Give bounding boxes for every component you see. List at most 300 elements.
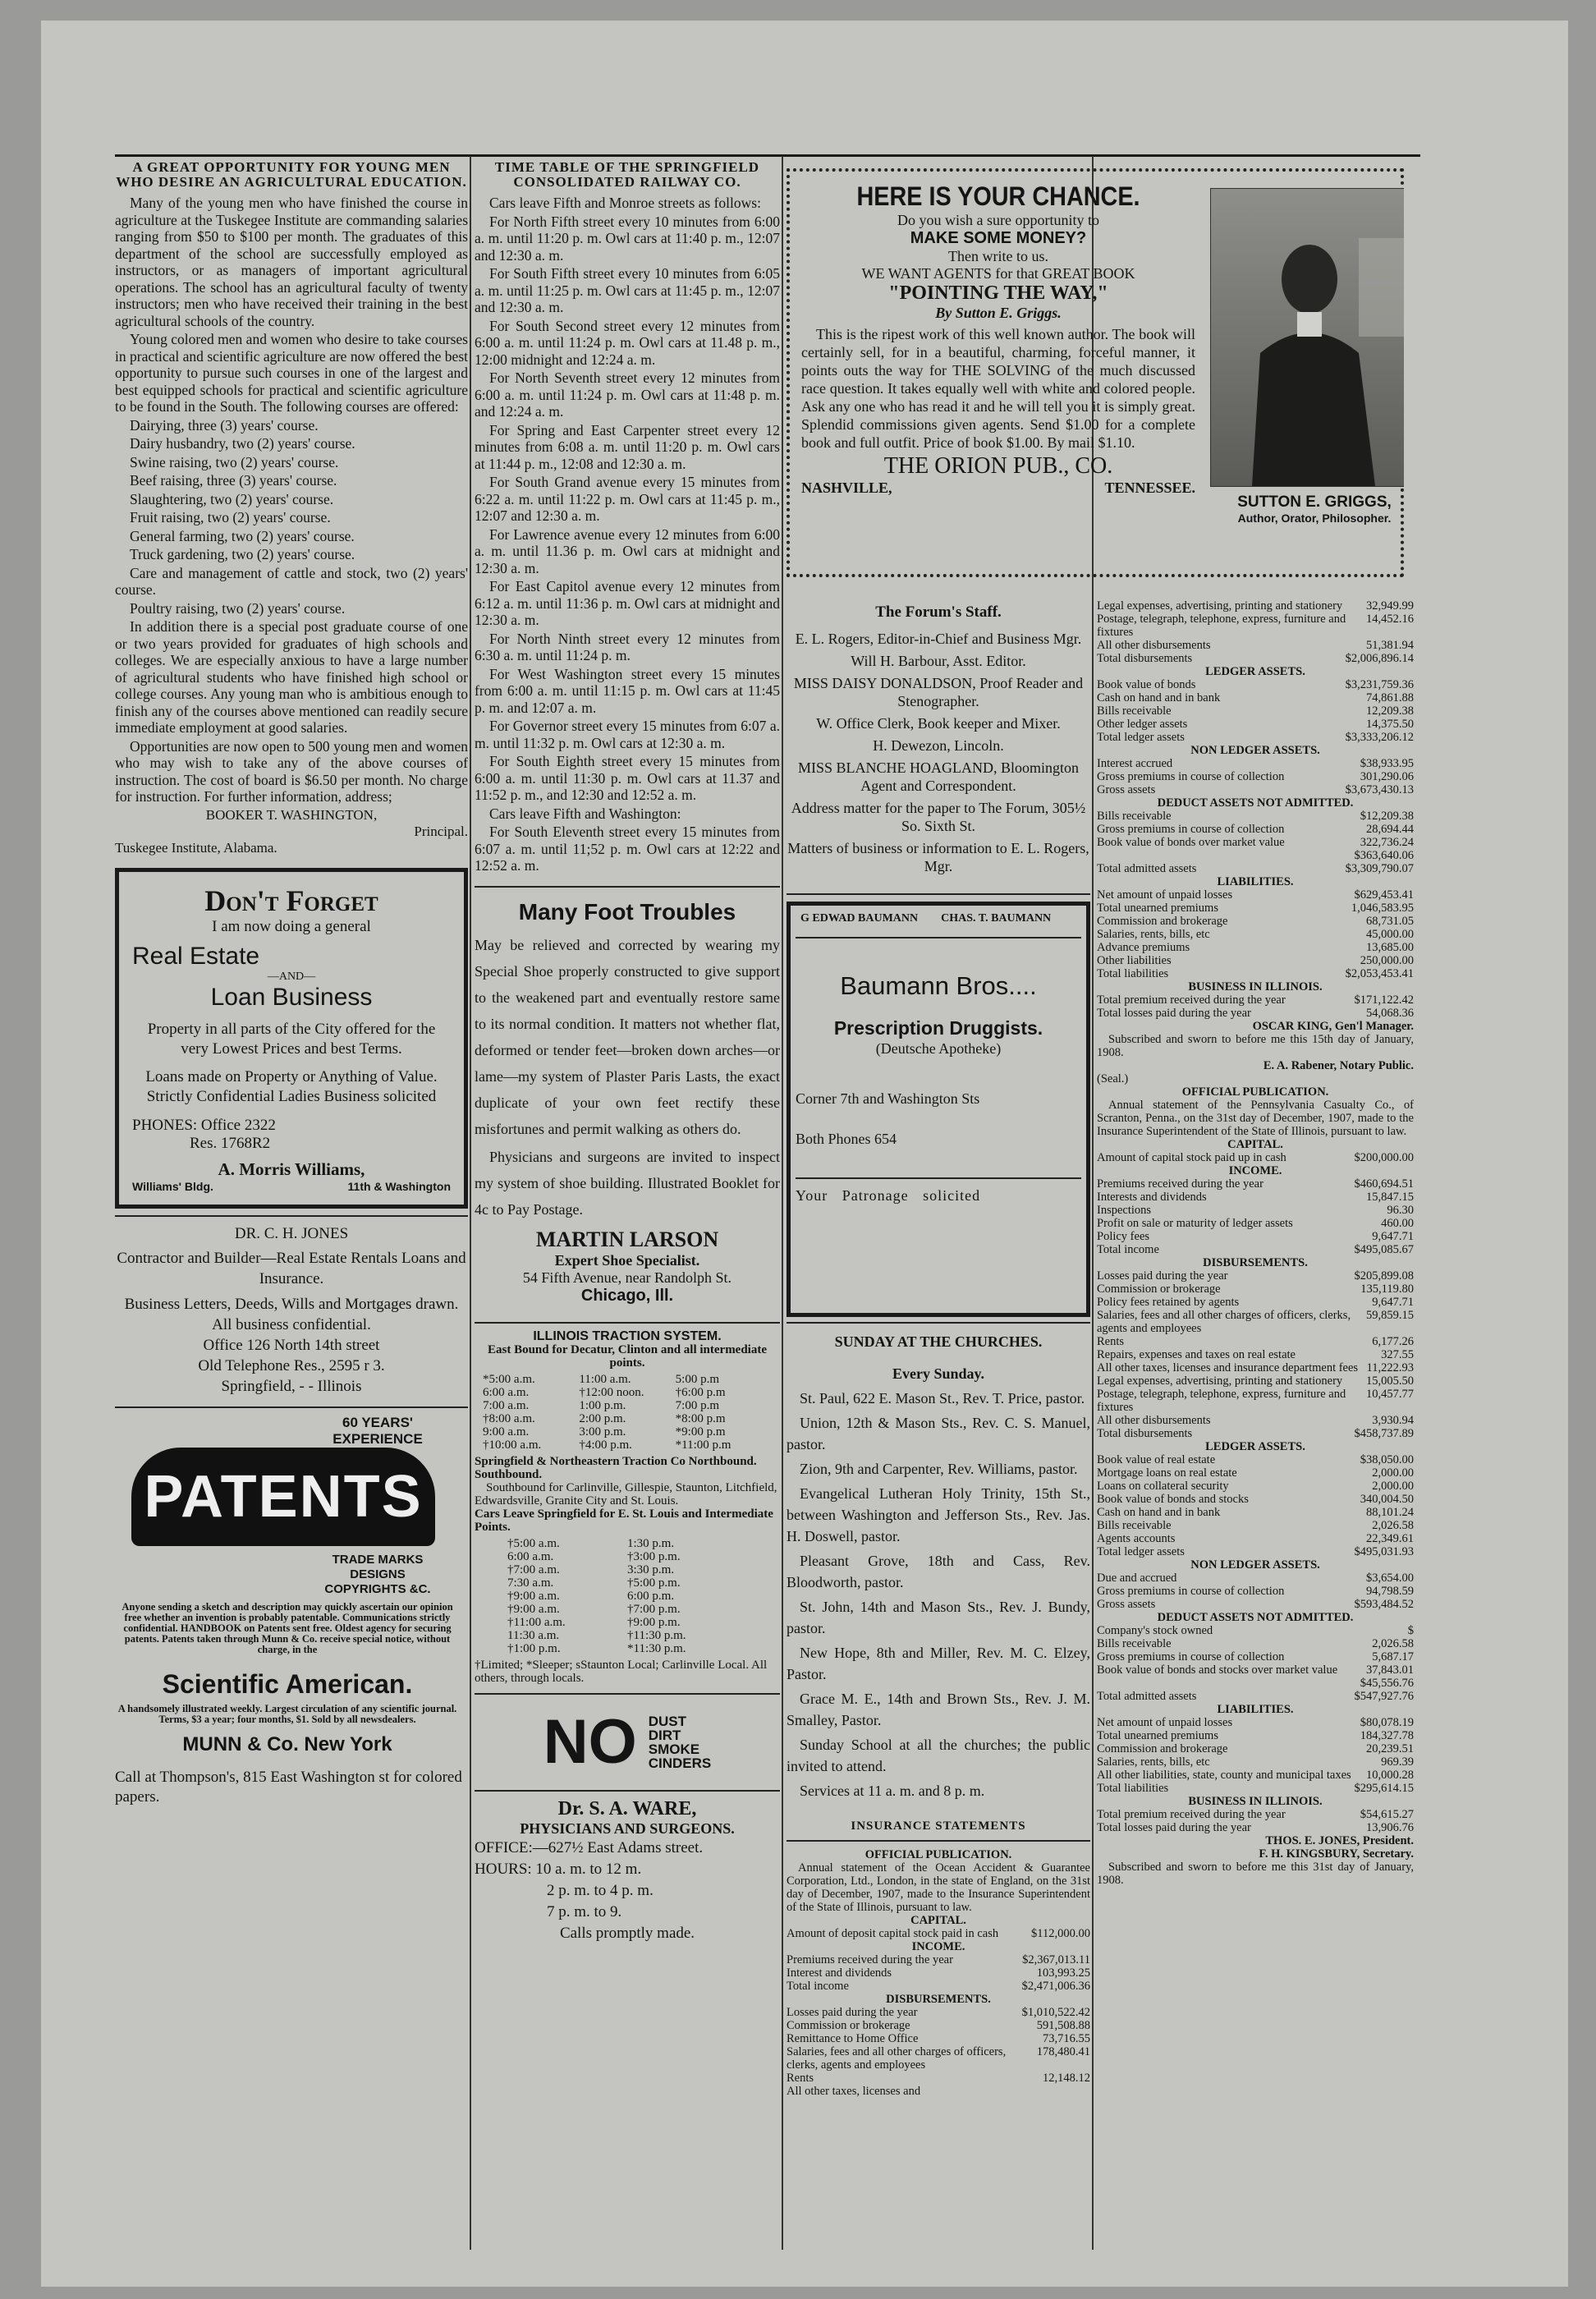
patents-body: Anyone sending a sketch and description may quickly ascertain our opinion free whether an invention is probably patentable. Communications strictly confidential. HANDBOOK on Patents sent free. Oldest agency for securing patents. Patents taken through Munn & Co. receive special notice, without charge, in the [122, 1600, 453, 1655]
griggs-portrait [1210, 188, 1404, 487]
row-value: $45,556.76 [1360, 1677, 1414, 1690]
ware-h2: 2 p. m. to 4 p. m. [547, 1881, 654, 1899]
statement-row [1097, 1506, 1414, 1519]
row-value: 2,000.00 [1372, 1466, 1414, 1480]
griggs-ad [787, 168, 1404, 577]
row-label: Book value of bonds and stocks over market value [1097, 1663, 1338, 1677]
chance-author: By Sutton E. Griggs. [935, 305, 1062, 321]
patents-tm: TRADE MARKS [332, 1552, 424, 1567]
row-label: Total unearned premiums [1097, 1729, 1218, 1742]
rail-paras-para: For Spring and East Carpenter street every 12 minutes from 6:08 a. m. until 11:20 p. m. Owl cars at 11:44 p. m., 12:08 and 12:30 a. m. [475, 421, 780, 472]
column-rule-1 [470, 156, 471, 2250]
statement-row [787, 2006, 1090, 2019]
time-cell: 3:00 p.m. [579, 1425, 626, 1439]
statement-text: Annual statement of the Pennsylvania Casualty Co., of Scranton, Penna., on the 31st day of December, 1907, made to the Insurance Superintendent of the State of Illinois, pursuant to law. [1097, 1099, 1414, 1138]
staff-lines-para: Matters of business or information to E. L. Rogers, Mgr. [787, 840, 1089, 874]
time-cell: †11:00 a.m. [507, 1615, 566, 1629]
statement-row [1097, 862, 1414, 875]
statement-row [1097, 1204, 1414, 1217]
agri-sig: BOOKER T. WASHINGTON, [205, 806, 378, 823]
time-cell: 9:00 a.m. [483, 1425, 530, 1439]
row-label: Salaries, fees and all other charges of officers, clerks, agents and employees [1097, 1309, 1351, 1335]
rail-title: TIME TABLE OF THE SPRINGFIELD CONSOLIDATED RAILWAY CO. [494, 160, 760, 190]
statement-row [1097, 1361, 1414, 1374]
traction-legend: †Limited; *Sleeper; sStaunton Local; Carlinville Local. All others, through locals. [475, 1658, 768, 1685]
statement-row [1097, 928, 1414, 941]
row-label: Gross premiums in course of collection [1097, 1585, 1285, 1598]
row-value: 68,731.05 [1366, 915, 1414, 928]
statement-row [1097, 704, 1414, 718]
statement-heading: OFFICIAL PUBLICATION. [1181, 1085, 1329, 1099]
statement-heading: BUSINESS IN ILLINOIS. [1188, 1795, 1323, 1808]
ins-cap: CAPITAL. [910, 1914, 966, 1927]
row-label: Rents [787, 2072, 814, 2085]
row-label: All other taxes, licenses and [787, 2085, 921, 2098]
statement-heading: DEDUCT ASSETS NOT ADMITTED. [1157, 796, 1354, 810]
forget-and: —AND— [267, 970, 316, 983]
row-label: Commission or brokerage [1097, 1283, 1221, 1296]
no-dust: DUST [648, 1713, 687, 1729]
agri-paras-para: Care and management of cattle and stock, two (2) years' course. [115, 564, 468, 598]
agri-paras-para: In addition there is a special post graduate course of one or two years provided for graduates of high schools and colleges. We are especially anxious to have a large number of agricultural students who have finished high school or college courses. Any young man who is ambitious enough to finish any of the courses above mentioned can readily secure immediate employment at good salaries. [115, 618, 468, 736]
time-cell: *11:30 p.m. [627, 1641, 686, 1655]
row-value: $495,085.67 [1354, 1243, 1414, 1256]
statement-row [1097, 783, 1414, 796]
statement-row [1097, 1821, 1414, 1834]
statement-row [1097, 1374, 1414, 1388]
statement-row [1097, 810, 1414, 823]
agri-paras-para: Many of the young men who have finished the course in agriculture at the Tuskegee Institute are commanding salaries ranging from $50 to $100 per month. The graduates of this department of the school are successfully employed as instructors, or as managers of important agricultural operations. The school has an agricultural faculty of twenty instructors; men who have received their training in the best agricultural schools of the country. [115, 195, 468, 329]
row-value: $205,899.08 [1354, 1269, 1414, 1283]
agri-paras-para: General farming, two (2) years' course. [130, 527, 355, 544]
row-label: Salaries, fees and all other charges of officers, clerks, agents and employees [787, 2045, 1007, 2072]
signature: E. A. Rabener, Notary Public. [1263, 1059, 1414, 1072]
patents-copyrights: COPYRIGHTS &C. [324, 1581, 431, 1596]
row-label: Total premium received during the year [1097, 1808, 1286, 1821]
row-value: 2,026.58 [1372, 1637, 1414, 1650]
dont-forget-title: Don't Forget [204, 883, 378, 917]
row-value: $2,471,006.36 [1021, 1980, 1090, 1993]
forget-addr1: Williams' Bldg. [132, 1179, 213, 1193]
statement-row [1097, 967, 1414, 980]
no-word: NO [543, 1707, 637, 1777]
row-value: 59,859.15 [1366, 1309, 1414, 1322]
orion-city: NASHVILLE, [801, 480, 892, 496]
statement-row [1097, 1769, 1414, 1782]
no-dirt: DIRT [648, 1727, 681, 1743]
larson-name: MARTIN LARSON [535, 1227, 719, 1251]
row-label: Gross assets [1097, 1598, 1156, 1611]
rail-paras-para: For South Second street every 12 minutes from 6:00 a. m. until 11:24 p. m. Owl cars at 11.48 p. m., 12:00 midnight and 12:24 a. m. [475, 317, 780, 368]
column-2 [475, 160, 780, 1944]
jones-l4: Office 126 North 14th street [203, 1336, 380, 1354]
row-label: Remittance to Home Office [787, 2032, 919, 2045]
larson-addr: 54 Fifth Avenue, near Randolph St. [522, 1269, 732, 1286]
church-list [787, 1388, 1090, 1801]
row-value: 10,000.28 [1366, 1769, 1414, 1782]
statement-row [1097, 1243, 1414, 1256]
church-lines-para: Union, 12th & Mason Sts., Rev. C. S. Manuel, pastor. [787, 1415, 1090, 1452]
chance-l1: Do you wish a sure opportunity to [897, 212, 1099, 228]
row-label: Commission and brokerage [1097, 1742, 1228, 1755]
statement-row [1097, 1755, 1414, 1769]
statement-row [1097, 731, 1414, 744]
agri-paras-para: Slaughtering, two (2) years' course. [130, 490, 334, 507]
row-value: 12,209.38 [1366, 704, 1414, 718]
row-value: 88,101.24 [1366, 1506, 1414, 1519]
row-label: Total liabilities [1097, 1782, 1169, 1795]
row-label: Other ledger assets [1097, 718, 1188, 731]
church-lines-para: Sunday School at all the churches; the public invited to attend. [787, 1737, 1090, 1774]
statement-row [1097, 1427, 1414, 1440]
row-value: $ [1407, 1624, 1414, 1637]
row-value: 15,847.15 [1366, 1191, 1414, 1204]
row-label: Total disbursements [1097, 652, 1193, 665]
jones-l3: All business confidential. [212, 1315, 371, 1333]
row-value: 94,798.59 [1366, 1585, 1414, 1598]
row-value: 184,327.78 [1360, 1729, 1414, 1742]
time-cell: 6:00 a.m. [507, 1549, 554, 1563]
baumann-phones: Both Phones 654 [796, 1131, 897, 1147]
traction-times-east [475, 1370, 780, 1455]
statement-text: (Seal.) [1097, 1072, 1129, 1085]
traction-note: Southbound for Carlinville, Gillespie, Staunton, Litchfield, Edwardsville, Granite City and St. Louis. [475, 1480, 777, 1507]
time-cell: †11:30 p.m. [627, 1628, 686, 1642]
row-value: $3,309,790.07 [1345, 862, 1414, 875]
row-value: 96.30 [1387, 1204, 1414, 1217]
agri-paras-para: Dairy husbandry, two (2) years' course. [130, 435, 355, 452]
column-4 [1097, 599, 1414, 1887]
statement-row [1097, 1191, 1414, 1204]
staff-list [787, 630, 1090, 875]
church-lines-para: Evangelical Lutheran Holy Trinity, 15th St., between Washington and Jefferson Sts., Rev. Jas. H. Doswell, pastor. [787, 1485, 1090, 1544]
row-value: 2,026.58 [1372, 1519, 1414, 1532]
church-lines-para: New Hope, 8th and Miller, Rev. M. C. Elzey, Pastor. [787, 1645, 1090, 1682]
row-value: 6,177.26 [1372, 1335, 1414, 1348]
time-cell: *9:00 p.m [675, 1425, 726, 1439]
row-label: Bills receivable [1097, 1637, 1172, 1650]
agri-paras-para: Opportunities are now open to 500 young men and women who may wish to take any of the above courses of instruction. The cost of board is $6.50 per month. No charge for instruction. For further information, address; [115, 737, 468, 805]
row-label: Bills receivable [1097, 810, 1172, 823]
forget-addr2: 11th & Washington [347, 1179, 451, 1193]
chance-title: HERE IS YOUR CHANCE. [856, 181, 1140, 211]
rail-paras-para: For South Grand avenue every 15 minutes from 6:22 a. m. until 11:22 p. m. Owl cars at 11:45 p. m., 12:07 and 12:30 a. m. [475, 474, 780, 524]
statement-row [1097, 678, 1414, 691]
row-value: $458,737.89 [1354, 1427, 1414, 1440]
row-label: Book value of real estate [1097, 1453, 1216, 1466]
staff-title: The Forum's Staff. [875, 603, 1002, 621]
time-cell: 3:30 p.m. [627, 1562, 675, 1576]
baumann-ad [787, 902, 1090, 1317]
statement-row [1097, 1742, 1414, 1755]
row-value: 460.00 [1381, 1217, 1414, 1230]
chance-l3: Then write to us. [948, 248, 1048, 264]
church-sub: Every Sunday. [892, 1365, 985, 1382]
time-cell: 7:00 p.m [675, 1398, 719, 1412]
statement-row [787, 1966, 1090, 1980]
row-label: All other disbursements [1097, 1414, 1211, 1427]
row-value: $200,000.00 [1354, 1151, 1414, 1164]
ware-h3: 7 p. m. to 9. [547, 1902, 622, 1920]
row-value: 13,685.00 [1366, 941, 1414, 954]
row-label: Losses paid during the year [1097, 1269, 1228, 1283]
no-cinders: CINDERS [648, 1755, 712, 1771]
row-value: $1,010,522.42 [1021, 2006, 1090, 2019]
portrait-figure-icon [1211, 189, 1404, 486]
row-label: Cash on hand and in bank [1097, 1506, 1221, 1519]
column-rule-2 [782, 156, 783, 2250]
time-cell: 6:00 p.m. [627, 1589, 675, 1603]
traction-sub3: Cars Leave Springfield for E. St. Louis and Intermediate Points. [475, 1507, 773, 1534]
row-label: Bills receivable [1097, 704, 1172, 718]
statement-row [1097, 1466, 1414, 1480]
time-cell: *8:00 p.m [675, 1411, 726, 1425]
row-value: 14,375.50 [1366, 718, 1414, 731]
baumann-apotheke: (Deutsche Apotheke) [875, 1040, 1002, 1057]
statement-row [1097, 1808, 1414, 1821]
row-value: 103,993.25 [1036, 1966, 1090, 1980]
row-label: Total losses paid during the year [1097, 1821, 1251, 1834]
sa-body: A handsomely illustrated weekly. Largest circulation of any scientific journal. Terms, $3 a year; four months, $1. Sold by all newsdealers. [117, 1702, 457, 1725]
church-lines-para: Services at 11 a. m. and 8 p. m. [800, 1783, 985, 1799]
row-label: Policy fees retained by agents [1097, 1296, 1240, 1309]
row-label: Book value of bonds and stocks [1097, 1493, 1249, 1506]
statement-row [1097, 1572, 1414, 1585]
staff-lines-para: MISS BLANCHE HOAGLAND, Bloomington Agent and Correspondent. [797, 759, 1080, 794]
foot-title: Many Foot Troubles [518, 898, 736, 925]
church-lines-para: Grace M. E., 14th and Brown Sts., Rev. J. M. Smalley, Pastor. [787, 1691, 1090, 1728]
row-value: 969.39 [1381, 1755, 1414, 1769]
statement-row [1097, 849, 1414, 862]
row-label: Gross premiums in course of collection [1097, 1650, 1285, 1663]
statement-row [1097, 1309, 1414, 1335]
time-cell: *11:00 p.m [675, 1438, 732, 1452]
rail-paras-para: For North Seventh street every 12 minutes from 6:00 a. m. until 11:24 p. m. Owl cars at 11:48 p. m. and 12:24 a. m. [475, 369, 780, 420]
row-value: 3,930.94 [1372, 1414, 1414, 1427]
row-value: 54,068.36 [1366, 1007, 1414, 1020]
baumann-title: Baumann Bros.... [840, 971, 1037, 1000]
row-label: Net amount of unpaid losses [1097, 1716, 1233, 1729]
church-lines-para: St. John, 14th and Mason Sts., Rev. J. Bundy, pastor. [787, 1599, 1090, 1636]
statement-heading: CAPITAL. [1227, 1138, 1283, 1151]
row-label: Book value of bonds over market value [1097, 836, 1285, 849]
row-label: Salaries, rents, bills, etc [1097, 928, 1210, 941]
row-value: $629,453.41 [1354, 888, 1414, 902]
statement-row [1097, 1388, 1414, 1414]
chance-book: "POINTING THE WAY," [888, 282, 1108, 304]
statement-row [1097, 1782, 1414, 1795]
time-cell: 11:30 a.m. [507, 1628, 560, 1642]
row-label: Total losses paid during the year [1097, 1007, 1251, 1020]
row-value: $460,694.51 [1354, 1177, 1414, 1191]
baumann-corner: Corner 7th and Washington Sts [796, 1090, 980, 1107]
statement-text: Subscribed and sworn to before me this 15th day of January, 1908. [1097, 1033, 1414, 1059]
patents-experience: 60 YEARS' EXPERIENCE [332, 1414, 423, 1447]
row-label: Losses paid during the year [787, 2006, 918, 2019]
time-cell: 2:00 p.m. [579, 1411, 626, 1425]
statement-row [1097, 1414, 1414, 1427]
row-label: Interest accrued [1097, 757, 1173, 770]
row-label: Gross assets [1097, 783, 1156, 796]
church-title: SUNDAY AT THE CHURCHES. [834, 1333, 1043, 1350]
rail-paras-para: Cars leave Fifth and Washington: [489, 805, 681, 822]
time-cell: †9:00 p.m. [627, 1615, 681, 1629]
statement-row [1097, 1007, 1414, 1020]
row-value: $3,654.00 [1366, 1572, 1414, 1585]
row-label: Legal expenses, advertising, printing and stationery [1097, 599, 1343, 613]
jones-l5: Old Telephone Res., 2595 r 3. [198, 1356, 385, 1374]
header-rule [115, 154, 1420, 157]
row-label: Total admitted assets [1097, 862, 1197, 875]
row-value: 301,290.06 [1360, 770, 1414, 783]
statement-row [1097, 1532, 1414, 1545]
statement-row [1097, 1637, 1414, 1650]
statement-row [1097, 1283, 1414, 1296]
jones-l6: Springfield, - - Illinois [221, 1377, 362, 1395]
rail-paras-para: For Lawrence avenue every 12 minutes from 6:00 a. m. until 11.36 p. m. Owl cars at midnight and 12:30 a. m. [475, 525, 780, 576]
row-value: 250,000.00 [1360, 954, 1414, 967]
row-value: 28,694.44 [1366, 823, 1414, 836]
row-label: Commission or brokerage [787, 2019, 910, 2032]
signature: OSCAR KING, Gen'l Manager. [1252, 1020, 1414, 1033]
statement-row [787, 1980, 1090, 1993]
statement-row [1097, 1690, 1414, 1703]
row-value: 5,687.17 [1372, 1650, 1414, 1663]
ins-pub: OFFICIAL PUBLICATION. [864, 1848, 1012, 1861]
statement-row [1097, 1269, 1414, 1283]
row-value: $495,031.93 [1354, 1545, 1414, 1558]
chance-body: This is the ripest work of this well known author. The book will certainly sell, for in a beautiful, charming, forceful manner, it points outs the way for THE SOLVING of the much discussed race question. It takes equally well with white and colored people. Ask any one who has read it and he will tell you it is simply great. Splendid commissions given agents. Send $1.00 for a complete book and full outfit. Price of book $1.00. By mail $1.10. [801, 326, 1195, 451]
time-cell: †9:00 a.m. [507, 1589, 560, 1603]
statement-row [1097, 770, 1414, 783]
dont-forget-ad [115, 868, 468, 1209]
row-value: 9,647.71 [1372, 1296, 1414, 1309]
chance-l2: MAKE SOME MONEY? [910, 229, 1087, 247]
signature: F. H. KINGSBURY, Secretary. [1259, 1847, 1414, 1861]
griggs-name: SUTTON E. GRIGGS, [1237, 493, 1392, 511]
time-cell: 5:00 p.m [675, 1372, 719, 1386]
baumann-druggists: Prescription Druggists. [833, 1017, 1043, 1039]
row-value: 322,736.24 [1360, 836, 1414, 849]
ocean-statement [787, 1848, 1090, 2098]
row-label: Company's stock owned [1097, 1624, 1213, 1637]
row-label: Loans on collateral security [1097, 1480, 1229, 1493]
time-cell: †6:00 p.m [675, 1385, 726, 1399]
time-cell: †10:00 a.m. [483, 1438, 542, 1452]
time-cell: †3:00 p.m. [627, 1549, 681, 1563]
rail-paras-para: For West Washington street every 15 minutes from 6:00 a. m. until 11:15 p. m. Owl cars at 11:45 p. m. and 12:07 a. m. [475, 665, 780, 716]
statement-row [1097, 888, 1414, 902]
rail-paras-para: For East Capitol avenue every 12 minutes from 6:12 a. m. until 11:36 p. m. Owl cars at midnight and 12:30 a. m. [475, 578, 780, 628]
row-label: Total unearned premiums [1097, 902, 1218, 915]
row-value: 73,716.55 [1043, 2032, 1090, 2045]
row-value: 14,452.16 [1366, 613, 1414, 626]
ware-office: OFFICE:—627½ East Adams street. [475, 1838, 704, 1856]
baumann-n1: G EDWAD BAUMANN [800, 912, 919, 925]
row-value: $54,615.27 [1360, 1808, 1414, 1821]
statement-row [1097, 902, 1414, 915]
baumann-n2: CHAS. T. BAUMANN [941, 912, 1052, 925]
ware-name: Dr. S. A. WARE, [557, 1797, 697, 1819]
row-label: Interests and dividends [1097, 1191, 1207, 1204]
row-label: Rents [1097, 1335, 1125, 1348]
row-value: $171,122.42 [1354, 993, 1414, 1007]
row-value: $3,333,206.12 [1345, 731, 1414, 744]
row-label: Net amount of unpaid losses [1097, 888, 1233, 902]
row-label: Legal expenses, advertising, printing and stationery [1097, 1374, 1343, 1388]
rail-paras-para: For South Eighth street every 15 minutes from 6:00 a. m. until 11:30 p. m. Owl cars at 11.37 and 11:52 p. m., and 12:30 and 12:52 a. m. [475, 753, 780, 803]
statement-row [1097, 1480, 1414, 1493]
forget-real-estate: Real Estate [132, 942, 260, 970]
agri-paras-para: Dairying, three (3) years' course. [130, 416, 319, 434]
row-value: $38,933.95 [1360, 757, 1414, 770]
row-label: Postage, telegraph, telephone, express, furniture and fixtures [1097, 613, 1346, 639]
row-label: Total income [1097, 1243, 1159, 1256]
statement-row [1097, 691, 1414, 704]
row-value: $2,053,453.41 [1345, 967, 1414, 980]
rail-paras-para: For South Eleventh street every 15 minutes from 6:07 a. m. until 11;52 p. m. Owl cars at 12:22 and 12:52 a. m. [475, 824, 780, 874]
row-value: $363,640.06 [1354, 849, 1414, 862]
statement-row [1097, 718, 1414, 731]
staff-lines-para: Address matter for the paper to The Forum, 305½ So. Sixth St. [791, 800, 1086, 834]
statement-row [1097, 1624, 1414, 1637]
statement-row [787, 2045, 1090, 2072]
time-cell: †4:00 p.m. [579, 1438, 632, 1452]
time-cell: 1:30 p.m. [627, 1536, 675, 1550]
statement-row [1097, 639, 1414, 652]
forget-name: A. Morris Williams, [218, 1159, 365, 1179]
statement-row [1097, 1230, 1414, 1243]
time-cell: †8:00 a.m. [483, 1411, 535, 1425]
forget-res: Res. 1768R2 [190, 1134, 271, 1152]
row-label: Premiums received during the year [787, 1953, 953, 1966]
signature: THOS. E. JONES, President. [1265, 1834, 1414, 1847]
row-label: Total ledger assets [1097, 1545, 1185, 1558]
rail-paras-para: For North Fifth street every 10 minutes from 6:00 a. m. until 11:20 p. m. Owl cars at 11:40 p. m., 12:07 and 12:30 a. m. [475, 213, 780, 264]
row-label: All other taxes, licenses and insurance department fees [1097, 1361, 1359, 1374]
row-label: Total disbursements [1097, 1427, 1193, 1440]
row-value: 74,861.88 [1366, 691, 1414, 704]
rail-paras-para: For North Ninth street every 12 minutes from 6:30 a. m. until 11:24 p. m. [475, 630, 780, 663]
row-value: $2,367,013.11 [1022, 1953, 1090, 1966]
row-label: Inspections [1097, 1204, 1152, 1217]
row-label: Total ledger assets [1097, 731, 1185, 744]
time-cell: 7:00 a.m. [483, 1398, 530, 1412]
ins-cap-value: $112,000.00 [1031, 1927, 1090, 1940]
agri-place: Tuskegee Institute, Alabama. [115, 839, 277, 856]
statement-row [1097, 1729, 1414, 1742]
row-label: Cash on hand and in bank [1097, 691, 1221, 704]
statement-row [1097, 1716, 1414, 1729]
statement-row [787, 2032, 1090, 2045]
orion-state: TENNESSEE. [1104, 480, 1195, 496]
statement-heading: INCOME. [1228, 1164, 1282, 1177]
statement-row [1097, 823, 1414, 836]
staff-lines-para: H. Dewezon, Lincoln. [873, 737, 1004, 754]
row-label: Commission and brokerage [1097, 915, 1228, 928]
statement-heading: LEDGER ASSETS. [1205, 1440, 1305, 1453]
statement-heading: DEDUCT ASSETS NOT ADMITTED. [1157, 1611, 1354, 1624]
row-value: 51,381.94 [1366, 639, 1414, 652]
row-value: 20,239.51 [1366, 1742, 1414, 1755]
row-label: Policy fees [1097, 1230, 1150, 1243]
time-cell: *5:00 a.m. [483, 1372, 535, 1386]
ins-income: INCOME. [911, 1940, 965, 1953]
ware-calls: Calls promptly made. [559, 1924, 695, 1942]
chance-l4: WE WANT AGENTS for that GREAT BOOK [861, 265, 1135, 282]
row-value: 1,046,583.95 [1351, 902, 1414, 915]
statement-row [1097, 1663, 1414, 1677]
